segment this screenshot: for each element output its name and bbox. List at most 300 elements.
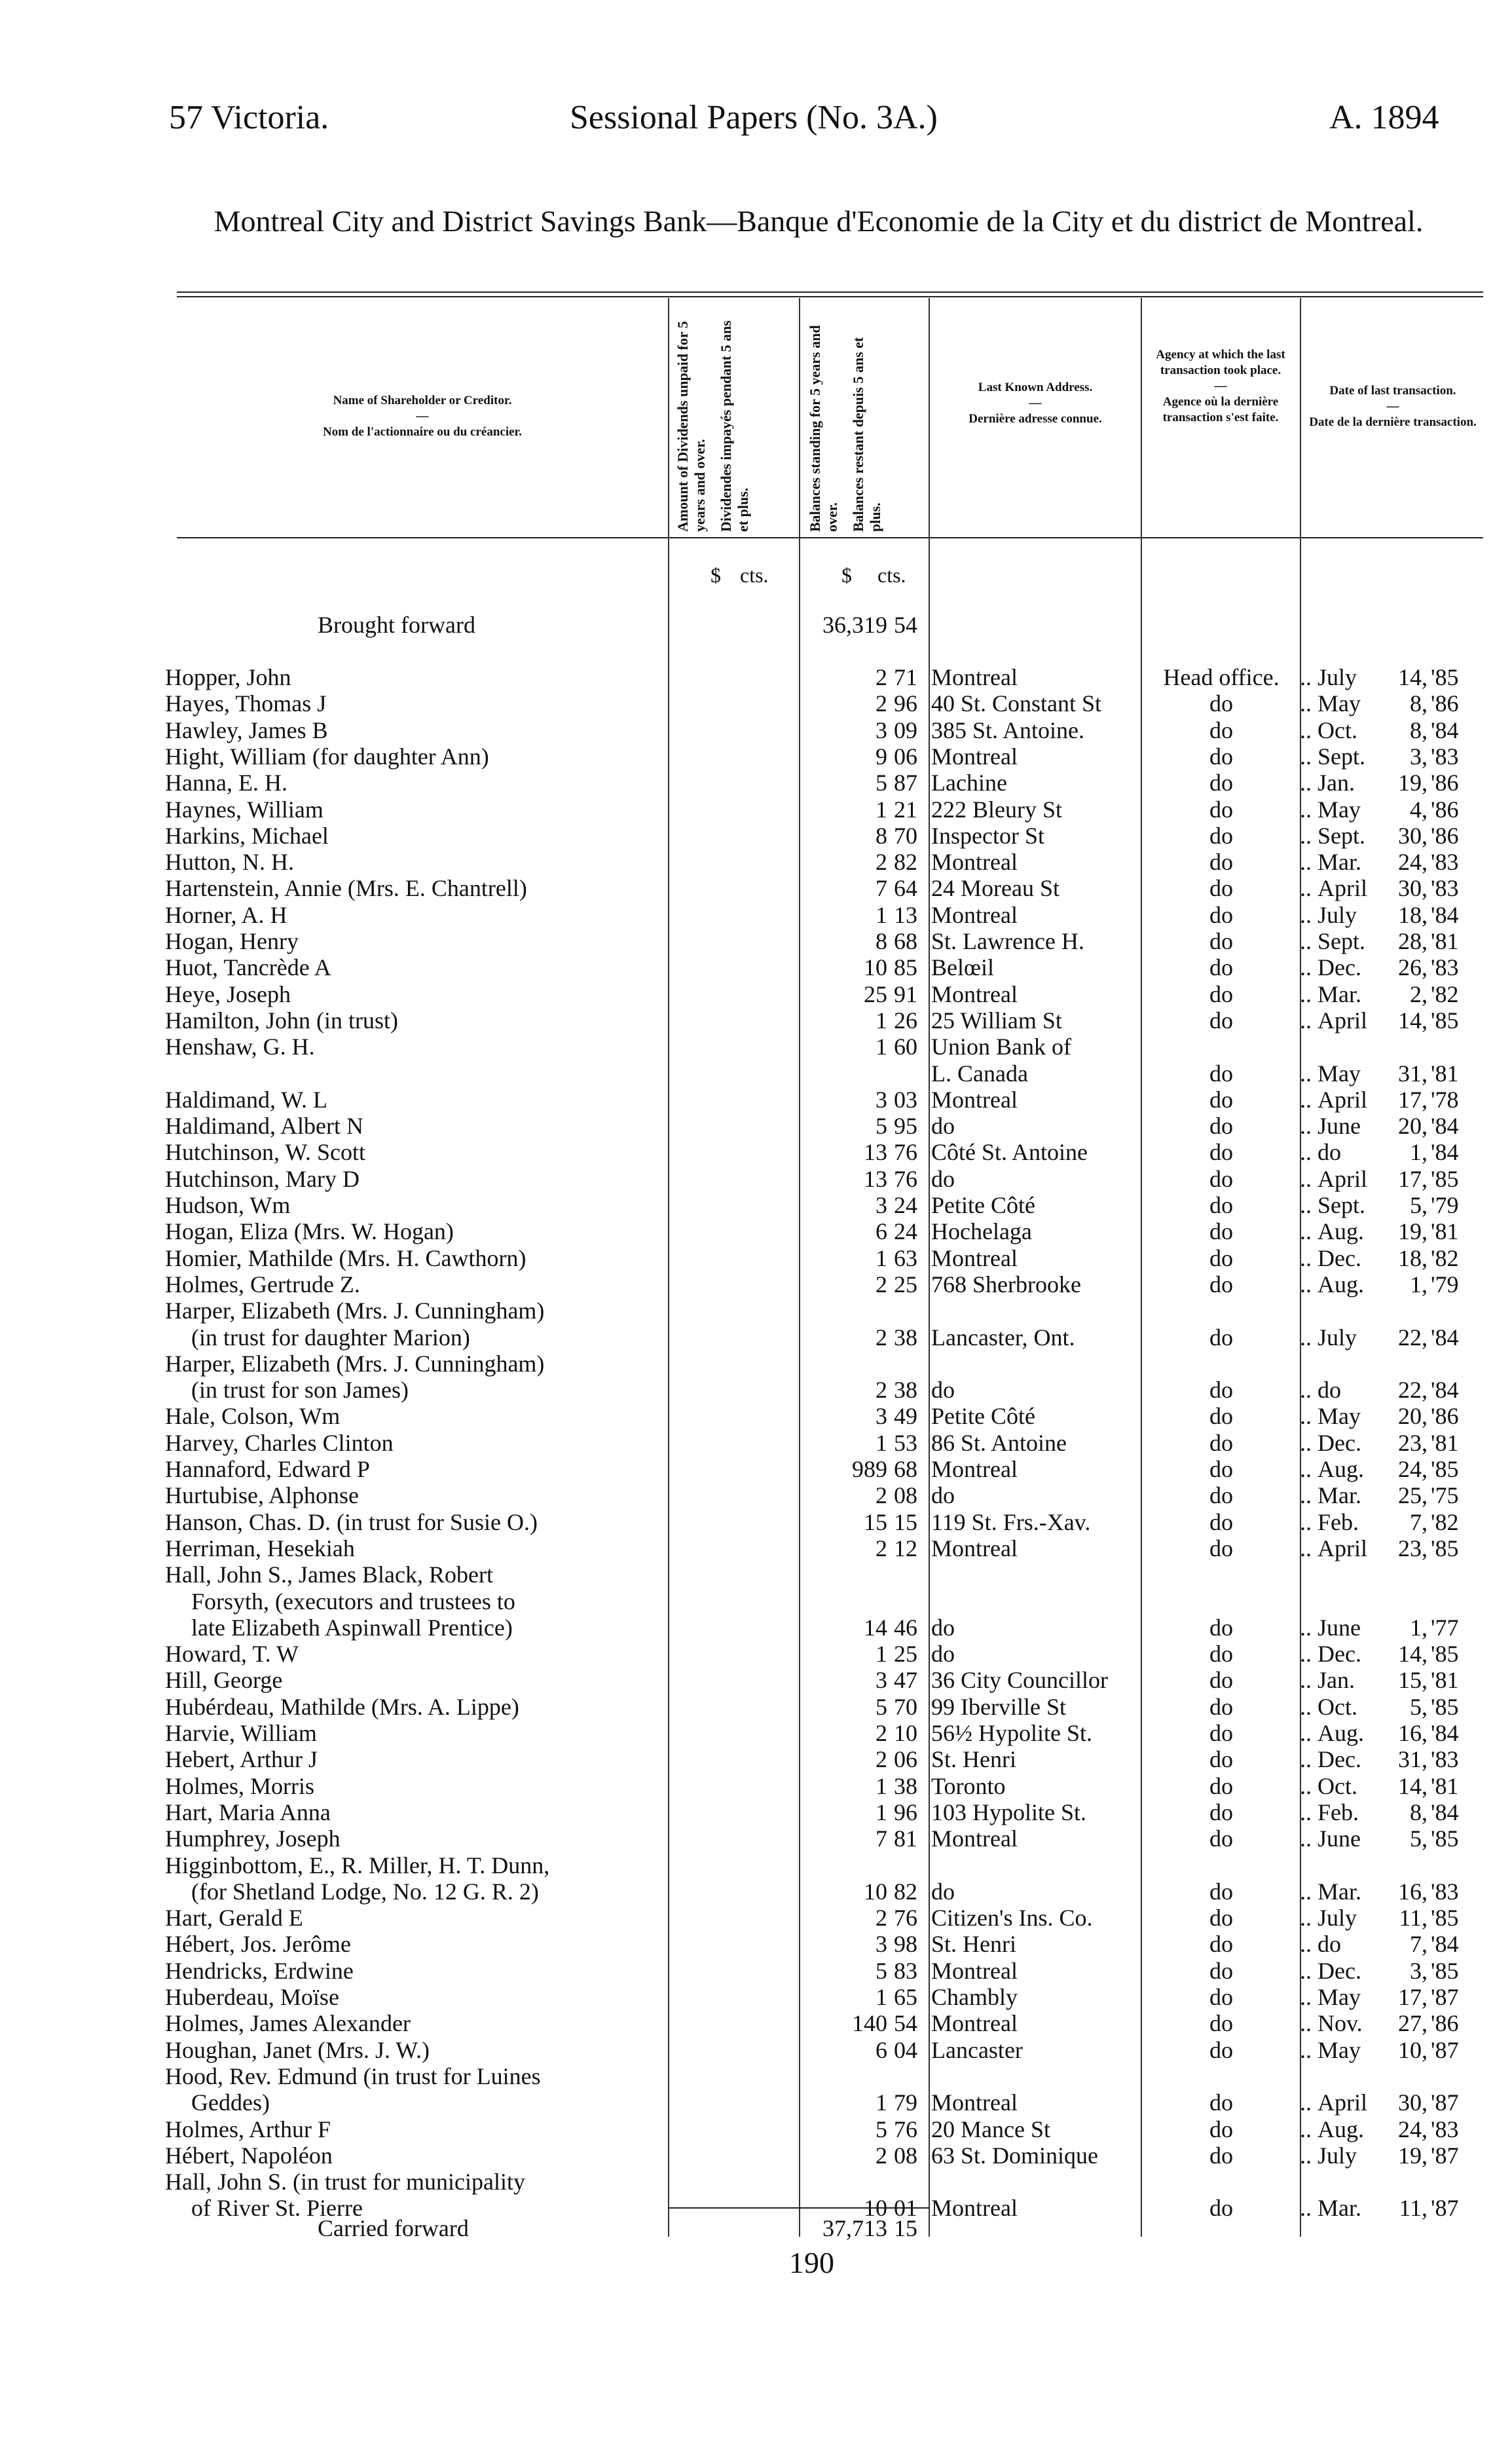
balance-dollars: 1 xyxy=(876,1641,887,1668)
date-year: '79 xyxy=(1431,1192,1459,1218)
balance-dollars: 1 xyxy=(876,1244,887,1271)
balance-dollars: 140 xyxy=(852,2010,887,2037)
shareholder-name: Harkins, Michael xyxy=(165,823,329,849)
date-day: 17, xyxy=(1398,1984,1428,2010)
last-address: 24 Moreau St xyxy=(931,876,1060,902)
table-row xyxy=(0,691,1512,717)
shareholder-name: Hogan, Eliza (Mrs. W. Hogan) xyxy=(165,1219,454,1245)
date-day: 5, xyxy=(1410,1825,1428,1852)
table-row xyxy=(0,1404,1512,1429)
balance-cents: 25 xyxy=(894,1641,917,1668)
date-day: 28, xyxy=(1398,928,1428,954)
shareholder-name: Huberdeau, Moïse xyxy=(165,1985,339,2010)
table-row xyxy=(0,1536,1512,1561)
date-month: May xyxy=(1318,1403,1361,1430)
shareholder-name: Hebert, Arthur J xyxy=(165,1747,318,1773)
date-day: 15, xyxy=(1398,1667,1428,1694)
leader-dots: .. xyxy=(1300,1720,1312,1746)
leader-dots: .. xyxy=(1300,2116,1312,2142)
agency: do xyxy=(1209,2142,1233,2169)
table-row xyxy=(0,1641,1512,1667)
date-day: 4, xyxy=(1410,796,1428,823)
date-year: '83 xyxy=(1431,1746,1459,1773)
table-row xyxy=(0,955,1512,981)
shareholder-name: (in trust for daughter Marion) xyxy=(191,1324,470,1351)
last-address: Montreal xyxy=(931,1457,1018,1482)
balance-cents: 53 xyxy=(894,1429,917,1456)
table-row xyxy=(0,1510,1512,1535)
date-day: 8, xyxy=(1410,717,1428,743)
balance-cents: 08 xyxy=(894,2142,917,2169)
date-month: Jan. xyxy=(1318,770,1355,796)
date-year: '82 xyxy=(1431,1244,1459,1271)
last-address: Lachine xyxy=(931,770,1007,796)
balance-cents: 76 xyxy=(894,1139,917,1166)
table-row xyxy=(0,1193,1512,1218)
date-day: 7, xyxy=(1410,1508,1428,1535)
last-address: Lancaster, Ont. xyxy=(931,1324,1075,1351)
agency: do xyxy=(1209,1403,1233,1430)
leader-dots: .. xyxy=(1300,1614,1312,1641)
shareholder-name: (for Shetland Lodge, No. 12 G. R. 2) xyxy=(191,1878,539,1905)
date-year: '84 xyxy=(1431,1799,1459,1825)
balance-dollars: 3 xyxy=(876,1403,887,1430)
balance-cents: 01 xyxy=(894,2195,917,2222)
date-day: 18, xyxy=(1398,1244,1428,1271)
date-year: '84 xyxy=(1431,1139,1459,1166)
shareholder-name: Hart, Gerald E xyxy=(165,1905,303,1932)
date-month: May xyxy=(1318,796,1361,823)
agency: do xyxy=(1209,1429,1233,1456)
balance-cents: 68 xyxy=(894,1456,917,1482)
shareholder-name: Hopper, John xyxy=(165,665,291,690)
balance-cents: 98 xyxy=(894,1931,917,1958)
balance-cents: 38 xyxy=(894,1377,917,1404)
date-month: July xyxy=(1318,1905,1357,1932)
balance-dollars: 3 xyxy=(876,1086,887,1113)
date-day: 24, xyxy=(1398,849,1428,876)
shareholder-name: Hanna, E. H. xyxy=(165,770,287,796)
date-month: April xyxy=(1318,1007,1367,1034)
agency: do xyxy=(1209,1614,1233,1641)
carried-forward-dollars: 37,713 xyxy=(822,2215,887,2241)
balance-dollars: 2 xyxy=(876,1746,887,1773)
date-year: '77 xyxy=(1431,1614,1459,1641)
page-title: Montreal City and District Savings Bank—Banque d'Economie de la City et du district de Montreal. xyxy=(213,204,1424,238)
date-day: 7, xyxy=(1410,1931,1428,1958)
date-year: '85 xyxy=(1431,1165,1459,1192)
last-address: do xyxy=(931,1483,955,1509)
date-month: Sept. xyxy=(1318,1192,1366,1218)
date-year: '83 xyxy=(1431,849,1459,876)
shareholder-name: Hall, John S. (in trust for municipality xyxy=(165,2169,525,2195)
date-year: '75 xyxy=(1431,1482,1459,1509)
table-row xyxy=(0,1932,1512,1957)
shareholder-name: Hendricks, Erdwine xyxy=(165,1958,354,1984)
balance-cents: 24 xyxy=(894,1218,917,1245)
balance-dollars: 3 xyxy=(876,1667,887,1694)
table-row xyxy=(0,1879,1512,1905)
date-year: '84 xyxy=(1431,901,1459,928)
date-year: '84 xyxy=(1431,1720,1459,1746)
last-address: do xyxy=(931,1377,955,1404)
agency: do xyxy=(1209,2116,1233,2142)
shareholder-name: Hébert, Napoléon xyxy=(165,2142,333,2169)
leader-dots: .. xyxy=(1300,1218,1312,1245)
agency: do xyxy=(1209,822,1233,849)
table-row xyxy=(0,744,1512,770)
agency: do xyxy=(1209,743,1233,770)
leader-dots: .. xyxy=(1300,1905,1312,1932)
agency: do xyxy=(1209,981,1233,1007)
date-day: 20, xyxy=(1398,1403,1428,1430)
balance-dollars: 2 xyxy=(876,849,887,876)
balance-dollars: 2 xyxy=(876,2142,887,2169)
date-day: 31, xyxy=(1398,1060,1428,1087)
agency: do xyxy=(1209,1984,1233,2010)
date-month: July xyxy=(1318,901,1357,928)
table-row xyxy=(0,1113,1512,1139)
last-address: 86 St. Antoine xyxy=(931,1430,1067,1456)
date-month: Dec. xyxy=(1318,1641,1361,1668)
table-row xyxy=(0,1721,1512,1746)
balance-dollars: 15 xyxy=(864,1508,887,1535)
top-rule xyxy=(177,291,1483,293)
leader-dots: .. xyxy=(1300,901,1312,928)
shareholder-name: Hubérdeau, Mathilde (Mrs. A. Lippe) xyxy=(165,1694,519,1720)
shareholder-name: Holmes, Morris xyxy=(165,1773,314,1799)
agency: do xyxy=(1209,1324,1233,1351)
date-month: Aug. xyxy=(1318,1271,1364,1298)
date-day: 8, xyxy=(1410,1799,1428,1825)
last-address: do xyxy=(931,1878,955,1905)
balance-dollars: 1 xyxy=(876,2089,887,2116)
balance-cents: 70 xyxy=(894,1693,917,1720)
leader-dots: .. xyxy=(1300,1667,1312,1694)
balance-cents: 82 xyxy=(894,1878,917,1905)
shareholder-name: Hannaford, Edward P xyxy=(165,1457,370,1482)
header-session: 57 Victoria. xyxy=(169,99,329,136)
balance-cents: 25 xyxy=(894,1271,917,1298)
date-month: April xyxy=(1318,1535,1367,1561)
date-year: '83 xyxy=(1431,2116,1459,2142)
table-row xyxy=(0,929,1512,954)
balance-cents: 38 xyxy=(894,1772,917,1799)
carried-forward-cents: 15 xyxy=(894,2215,917,2241)
date-year: '84 xyxy=(1431,717,1459,743)
balance-dollars: 10 xyxy=(864,2195,887,2222)
last-address: Citizen's Ins. Co. xyxy=(931,1905,1093,1932)
shareholder-name: Heye, Joseph xyxy=(165,981,291,1007)
balance-cents: 95 xyxy=(894,1113,917,1140)
col-head-date xyxy=(1304,383,1481,430)
agency: do xyxy=(1209,690,1233,717)
date-day: 25, xyxy=(1398,1482,1428,1509)
shareholder-name: Holmes, James Alexander xyxy=(165,2011,411,2037)
date-month: June xyxy=(1318,1825,1361,1852)
unit-cts-1: cts. xyxy=(740,563,769,587)
date-year: '85 xyxy=(1431,1007,1459,1034)
shareholder-name: Harper, Elizabeth (Mrs. J. Cunningham) xyxy=(165,1298,545,1324)
agency: do xyxy=(1209,1799,1233,1825)
date-month: May xyxy=(1318,1060,1361,1087)
last-address: Montreal xyxy=(931,1958,1018,1984)
last-address: Montreal xyxy=(931,1087,1018,1113)
shareholder-name: Hébert, Jos. Jerôme xyxy=(165,1932,351,1958)
table-row xyxy=(0,1958,1512,1984)
balance-dollars: 8 xyxy=(876,928,887,954)
table-row xyxy=(0,1246,1512,1271)
agency: do xyxy=(1209,1667,1233,1694)
col-head-name-fr: Nom de l'actionnaire ou du créancier. xyxy=(323,425,522,439)
leader-dots: .. xyxy=(1300,875,1312,902)
date-month: Jan. xyxy=(1318,1667,1355,1694)
date-year: '87 xyxy=(1431,1984,1459,2010)
table-row xyxy=(0,1826,1512,1852)
agency: do xyxy=(1209,1693,1233,1720)
header-bottom-rule xyxy=(177,537,1483,538)
balance-dollars: 5 xyxy=(876,770,887,796)
balance-dollars: 9 xyxy=(876,743,887,770)
date-month: June xyxy=(1318,1614,1361,1641)
agency: do xyxy=(1209,1377,1233,1404)
leader-dots: .. xyxy=(1300,717,1312,743)
shareholder-name: Hanson, Chas. D. (in trust for Susie O.) xyxy=(165,1509,538,1535)
sum-rule-2 xyxy=(799,2207,930,2209)
date-year: '86 xyxy=(1431,770,1459,796)
balance-dollars: 1 xyxy=(876,1429,887,1456)
date-month: Sept. xyxy=(1318,822,1366,849)
date-year: '86 xyxy=(1431,1403,1459,1430)
date-day: 19, xyxy=(1398,1218,1428,1245)
balance-cents: 54 xyxy=(894,2010,917,2037)
date-month: Sept. xyxy=(1318,743,1366,770)
shareholder-name: Hutton, N. H. xyxy=(165,850,294,876)
table-row xyxy=(0,2169,1512,2195)
date-year: '85 xyxy=(1431,1905,1459,1932)
agency: do xyxy=(1209,1720,1233,1746)
balance-dollars: 1 xyxy=(876,796,887,823)
balance-dollars: 3 xyxy=(876,1192,887,1218)
leader-dots: .. xyxy=(1300,1535,1312,1561)
last-address: St. Lawrence H. xyxy=(931,929,1084,954)
leader-dots: .. xyxy=(1300,1482,1312,1509)
date-month: Mar. xyxy=(1318,2195,1361,2222)
date-month: April xyxy=(1318,2089,1367,2116)
table-row xyxy=(0,1747,1512,1772)
date-year: '86 xyxy=(1431,2010,1459,2037)
balance-cents: 06 xyxy=(894,1746,917,1773)
date-month: Mar. xyxy=(1318,981,1361,1007)
shareholder-name: Haldimand, W. L xyxy=(165,1087,327,1113)
last-address: Montreal xyxy=(931,1245,1018,1271)
date-month: May xyxy=(1318,1984,1361,2010)
last-address: Hochelaga xyxy=(931,1219,1032,1245)
col-head-agency xyxy=(1145,347,1297,426)
balance-dollars: 2 xyxy=(876,664,887,690)
header-year: A. 1894 xyxy=(1329,99,1439,136)
table-row xyxy=(0,1061,1512,1087)
agency: do xyxy=(1209,2089,1233,2116)
shareholder-name: Hawley, James B xyxy=(165,717,328,743)
last-address: 222 Bleury St xyxy=(931,796,1063,823)
table-row xyxy=(0,1034,1512,1060)
last-address: do xyxy=(931,1113,955,1140)
balance-cents: 08 xyxy=(894,1482,917,1509)
shareholder-name: Hurtubise, Alphonse xyxy=(165,1483,359,1509)
balance-dollars: 2 xyxy=(876,1482,887,1509)
balance-cents: 03 xyxy=(894,1086,917,1113)
balance-cents: 04 xyxy=(894,2036,917,2063)
date-day: 14, xyxy=(1398,1772,1428,1799)
shareholder-name: Horner, A. H xyxy=(165,902,287,928)
date-year: '82 xyxy=(1431,1508,1459,1535)
date-year: '78 xyxy=(1431,1086,1459,1113)
date-month: May xyxy=(1318,690,1361,717)
leader-dots: .. xyxy=(1300,1324,1312,1351)
balance-dollars: 2 xyxy=(876,690,887,717)
date-year: '85 xyxy=(1431,1641,1459,1668)
agency: do xyxy=(1209,1192,1233,1218)
date-month: July xyxy=(1318,1324,1357,1351)
balance-cents: 76 xyxy=(894,1905,917,1932)
shareholder-name: Hayes, Thomas J xyxy=(165,691,327,717)
date-day: 30, xyxy=(1398,822,1428,849)
last-address: Inspector St xyxy=(931,823,1044,849)
balance-cents: 60 xyxy=(894,1034,917,1060)
leader-dots: .. xyxy=(1300,1799,1312,1825)
col-head-balance xyxy=(807,309,884,532)
col-head-unpaid xyxy=(674,309,752,532)
table-row xyxy=(0,823,1512,849)
carried-forward-row xyxy=(0,2216,1512,2241)
unit-dollar-2: $ xyxy=(841,563,852,587)
table-row xyxy=(0,1905,1512,1931)
date-year: '84 xyxy=(1431,1377,1459,1404)
agency: do xyxy=(1209,1086,1233,1113)
balance-dollars: 7 xyxy=(876,875,887,902)
col-head-balance-en: Balances standing for 5 years and over. xyxy=(807,325,840,532)
shareholder-name: Howard, T. W xyxy=(165,1641,299,1668)
brought-forward-label: Brought forward xyxy=(318,612,475,638)
date-year: '83 xyxy=(1431,875,1459,902)
agency: do xyxy=(1209,1825,1233,1852)
date-day: 30, xyxy=(1398,875,1428,902)
col-head-name-en: Name of Shareholder or Creditor. xyxy=(333,394,512,407)
last-address: Montreal xyxy=(931,1826,1018,1852)
date-day: 20, xyxy=(1398,1113,1428,1140)
leader-dots: .. xyxy=(1300,1086,1312,1113)
balance-cents: 26 xyxy=(894,1007,917,1034)
leader-dots: .. xyxy=(1300,1007,1312,1034)
date-day: 1, xyxy=(1410,1271,1428,1298)
balance-cents: 71 xyxy=(894,664,917,690)
leader-dots: .. xyxy=(1300,1772,1312,1799)
date-month: Sept. xyxy=(1318,928,1366,954)
date-month: May xyxy=(1318,2036,1361,2063)
leader-dots: .. xyxy=(1300,1957,1312,1984)
agency: do xyxy=(1209,2010,1233,2037)
last-address: Petite Côté xyxy=(931,1193,1035,1218)
shareholder-name: Humphrey, Joseph xyxy=(165,1826,341,1852)
last-address: 36 City Councillor xyxy=(931,1668,1108,1694)
balance-cents: 65 xyxy=(894,1984,917,2010)
balance-cents: 09 xyxy=(894,717,917,743)
unit-dollar-1: $ xyxy=(710,563,721,587)
balance-dollars: 3 xyxy=(876,717,887,743)
date-day: 31, xyxy=(1398,1746,1428,1773)
date-year: '87 xyxy=(1431,2089,1459,2116)
date-month: Oct. xyxy=(1318,717,1357,743)
shareholder-name: Hood, Rev. Edmund (in trust for Luines xyxy=(165,2063,541,2089)
shareholder-name: Hall, John S., James Black, Robert xyxy=(165,1562,493,1588)
agency: do xyxy=(1209,1508,1233,1535)
balance-dollars: 14 xyxy=(864,1614,887,1641)
col-head-name xyxy=(183,393,661,440)
date-month: Mar. xyxy=(1318,1482,1361,1509)
date-day: 18, xyxy=(1398,901,1428,928)
leader-dots: .. xyxy=(1300,1060,1312,1087)
date-day: 14, xyxy=(1398,1007,1428,1034)
col-head-agency-divider: — xyxy=(1214,379,1227,393)
last-address: 768 Sherbrooke xyxy=(931,1271,1081,1298)
date-month: do xyxy=(1318,1139,1341,1166)
balance-dollars: 6 xyxy=(876,2036,887,2063)
leader-dots: .. xyxy=(1300,2010,1312,2037)
table-row xyxy=(0,1219,1512,1244)
leader-dots: .. xyxy=(1300,1693,1312,1720)
date-month: April xyxy=(1318,875,1367,902)
balance-cents: 83 xyxy=(894,1957,917,1984)
date-month: July xyxy=(1318,664,1357,690)
balance-cents: 81 xyxy=(894,1825,917,1852)
date-year: '81 xyxy=(1431,1060,1459,1087)
shareholder-name: Hudson, Wm xyxy=(165,1193,291,1218)
date-year: '81 xyxy=(1431,928,1459,954)
date-day: 1, xyxy=(1410,1614,1428,1641)
col-head-agency-fr: Agence où la dernière transaction s'est faite. xyxy=(1162,395,1279,424)
col-head-agency-en: Agency at which the last transaction took place. xyxy=(1156,348,1285,377)
last-address: do xyxy=(931,1166,955,1192)
date-month: Dec. xyxy=(1318,1429,1361,1456)
last-address: Chambly xyxy=(931,1985,1018,2010)
balance-dollars: 5 xyxy=(876,1957,887,1984)
date-month: Dec. xyxy=(1318,954,1361,981)
date-day: 14, xyxy=(1398,1641,1428,1668)
date-month: Dec. xyxy=(1318,1746,1361,1773)
leader-dots: .. xyxy=(1300,1878,1312,1905)
date-year: '86 xyxy=(1431,796,1459,823)
shareholder-name: Forsyth, (executors and trustees to xyxy=(191,1588,515,1615)
table-row xyxy=(0,1351,1512,1377)
date-year: '87 xyxy=(1431,2195,1459,2222)
leader-dots: .. xyxy=(1300,743,1312,770)
table-row xyxy=(0,1430,1512,1456)
date-day: 23, xyxy=(1398,1535,1428,1561)
date-year: '86 xyxy=(1431,690,1459,717)
date-month: Dec. xyxy=(1318,1244,1361,1271)
balance-cents: 68 xyxy=(894,928,917,954)
agency: do xyxy=(1209,1878,1233,1905)
balance-cents: 76 xyxy=(894,1165,917,1192)
date-year: '85 xyxy=(1431,1693,1459,1720)
balance-cents: 15 xyxy=(894,1508,917,1535)
balance-cents: 21 xyxy=(894,796,917,823)
date-month: Aug. xyxy=(1318,2116,1364,2142)
unit-cts-2: cts. xyxy=(877,563,906,587)
table-row xyxy=(0,1167,1512,1192)
table-row xyxy=(0,1008,1512,1034)
